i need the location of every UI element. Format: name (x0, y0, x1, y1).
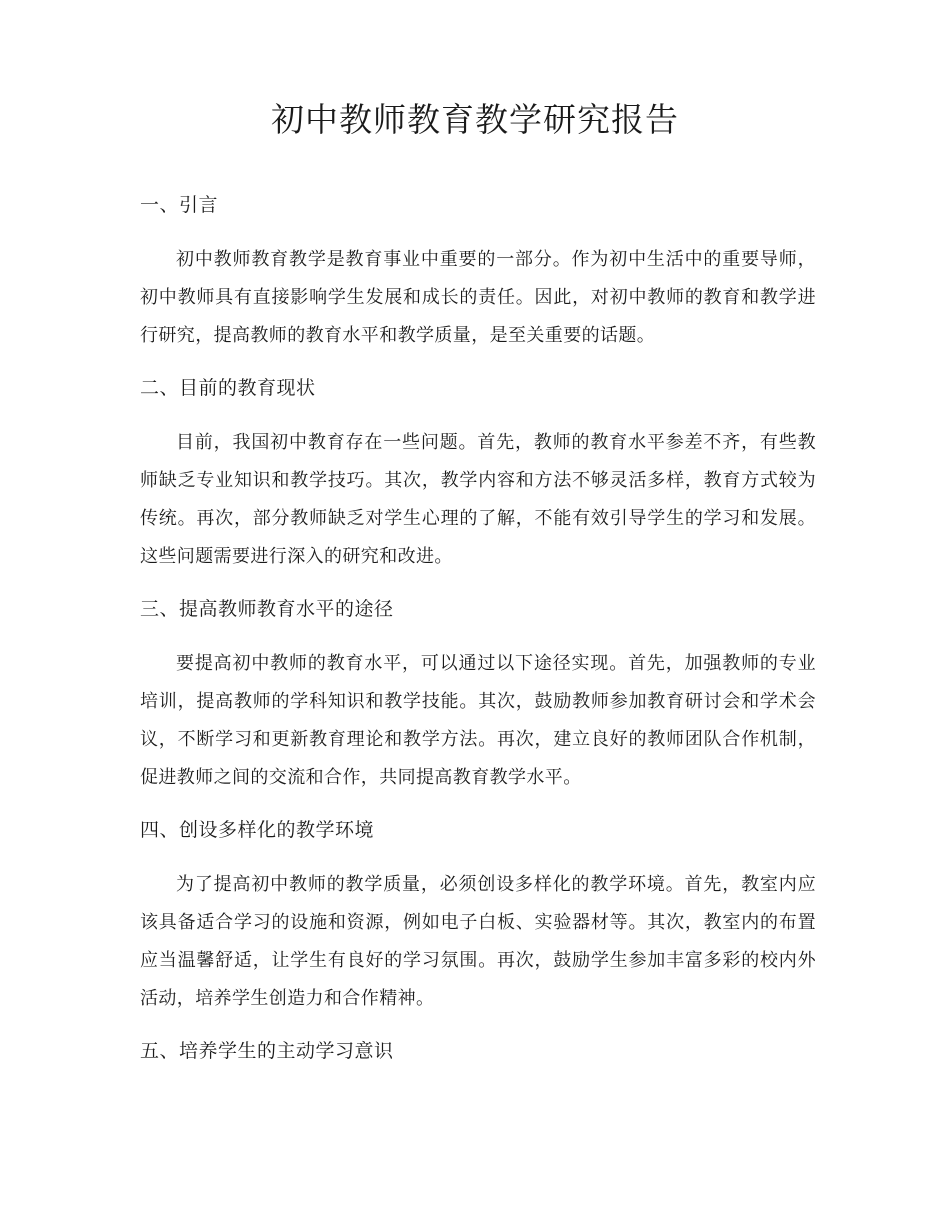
section-paragraph-current-status: 目前，我国初中教育存在一些问题。首先，教师的教育水平参差不齐，有些教师缺乏专业知识和教学技巧。其次，教学内容和方法不够灵活多样，教育方式较为传统。再次，部分教师缺乏对学生心理的了解，不能有效引导学生的学习和发展。这些问题需要进行深入的研究和改进。 (140, 432, 816, 567)
section-paragraph-introduction: 初中教师教育教学是教育事业中重要的一部分。作为初中生活中的重要导师，初中教师具有直接影响学生发展和成长的责任。因此，对初中教师的教育和教学进行研究，提高教师的教育水平和教学质量，是至关重要的话题。 (140, 249, 816, 346)
section-heading-introduction: 一、引言 (140, 194, 219, 216)
section-heading-active-learning: 五、培养学生的主动学习意识 (140, 1040, 394, 1062)
section-heading-current-status: 二、目前的教育现状 (140, 377, 316, 399)
section-heading-teaching-environment: 四、创设多样化的教学环境 (140, 819, 375, 841)
document-title: 初中教师教育教学研究报告 (271, 100, 679, 139)
section-heading-improvement-paths: 三、提高教师教育水平的途径 (140, 598, 394, 620)
document-body (140, 186, 816, 1070)
section-paragraph-teaching-environment: 为了提高初中教师的教学质量，必须创设多样化的教学环境。首先，教室内应该具备适合学习的设施和资源，例如电子白板、实验器材等。其次，教室内的布置应当温馨舒适，让学生有良好的学习氛围。再次，鼓励学生参加丰富多彩的校内外活动，培养学生创造力和合作精神。 (140, 874, 816, 1009)
section-paragraph-improvement-paths: 要提高初中教师的教育水平，可以通过以下途径实现。首先，加强教师的专业培训，提高教师的学科知识和教学技能。其次，鼓励教师参加教育研讨会和学术会议，不断学习和更新教育理论和教学方法。再次，建立良好的教师团队合作机制，促进教师之间的交流和合作，共同提高教育教学水平。 (140, 653, 816, 788)
